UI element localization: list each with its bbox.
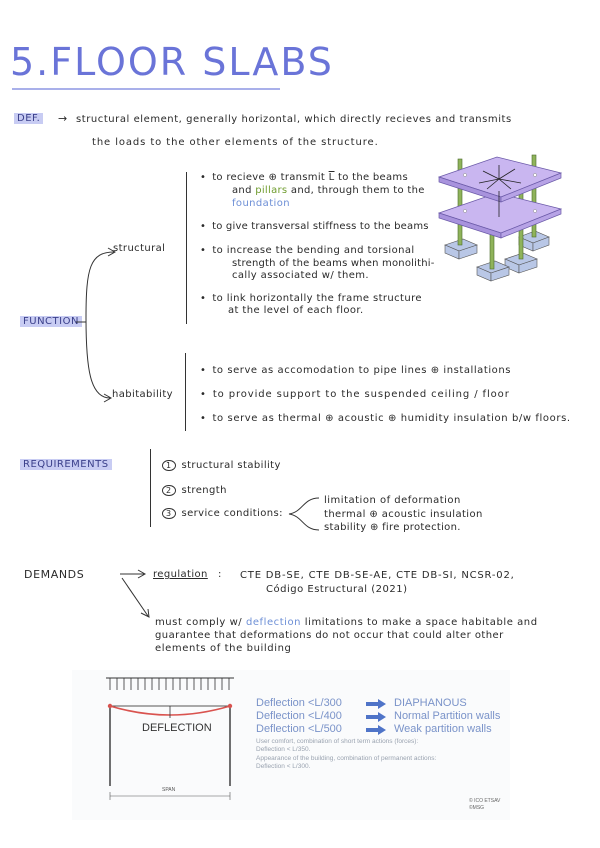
figure-credit-1: © ICO ETSAV xyxy=(469,798,501,804)
comply-line3: elements of the building xyxy=(155,643,292,654)
deflection-row-2-limit: Deflection <L/400 xyxy=(256,710,342,722)
definition-label: DEF. xyxy=(14,113,43,124)
requirement-1: 1 structural stability xyxy=(162,460,281,471)
structural-item-4-line1: • to link horizontally the frame structure xyxy=(200,293,422,304)
requirement-3: 3 service conditions: xyxy=(162,508,283,519)
structural-item-1-line3: foundation xyxy=(232,198,290,209)
deflection-diagram-label: DEFLECTION xyxy=(142,722,212,734)
slab-structure-illustration xyxy=(435,145,565,285)
comply-line1: must comply w/ deflection limitations to make a space habitable and xyxy=(155,617,538,628)
comply-line2: guarantee that deformations do not occur that could alter other xyxy=(155,630,504,641)
requirements-label: REQUIREMENTS xyxy=(20,459,112,470)
definition-arrow: → xyxy=(58,112,68,125)
structural-item-1-line1: • to recieve ⊕ transmit $\overline{L}$ to the beams xyxy=(200,172,408,183)
habitability-bracket xyxy=(185,353,186,431)
structural-label: structural xyxy=(113,243,166,254)
structural-item-2: • to give transversal stiffness to the beams xyxy=(200,221,429,232)
regulation-colon: : xyxy=(218,569,222,580)
deflection-row-3-limit: Deflection <L/500 xyxy=(256,723,342,735)
service-condition-1: limitation of deformation xyxy=(324,495,461,506)
page-title xyxy=(10,40,334,84)
definition-line2: the loads to the other elements of the structure. xyxy=(92,137,379,148)
service-condition-2: thermal ⊕ acoustic insulation xyxy=(324,509,483,520)
structural-item-1-line2: and pillars and, through them to the xyxy=(232,185,425,196)
habitability-item-3: • to serve as thermal ⊕ acoustic ⊕ humidity insulation b/w floors. xyxy=(200,413,571,424)
requirement-2: 2 strength xyxy=(162,485,227,496)
title-underline xyxy=(12,88,280,90)
definition-line1: structural element, generally horizontal, which directly recieves and transmits xyxy=(76,114,512,125)
service-conditions-brace xyxy=(285,494,325,534)
regulation-label: regulation xyxy=(153,569,208,580)
regulation-line2: Código Estructural (2021) xyxy=(266,584,408,595)
deflection-note-2: Deflection < L/350. xyxy=(256,746,311,753)
structural-bracket xyxy=(186,172,187,324)
structural-item-3-line3: cally associated w/ them. xyxy=(232,270,370,281)
habitability-label: habitability xyxy=(112,389,173,400)
deflection-row-3-result: Weak partition walls xyxy=(394,723,492,735)
deflection-row-2-result: Normal Partition walls xyxy=(394,710,501,722)
span-label: SPAN xyxy=(162,787,176,793)
service-condition-3: stability ⊕ fire protection. xyxy=(324,522,461,533)
deflection-row-1-limit: Deflection <L/300 xyxy=(256,697,342,709)
habitability-item-1: • to serve as accomodation to pipe lines ⊕ installations xyxy=(200,365,511,376)
regulation-line1: CTE DB-SE, CTE DB-SE-AE, CTE DB-SI, NCSR-02, xyxy=(240,570,515,581)
deflection-note-1: User comfort, combination of short term actions (forces): xyxy=(256,738,419,745)
deflection-row-1-result: DIAPHANOUS xyxy=(394,697,467,709)
demands-label: DEMANDS xyxy=(24,568,85,581)
deflection-note-4: Deflection < L/300. xyxy=(256,763,311,770)
function-label: FUNCTION xyxy=(20,316,82,327)
title-text: FLOOR SLABS xyxy=(50,40,334,84)
structural-item-3-line2: strength of the beams when monolithi- xyxy=(232,258,435,269)
structural-item-4-line2: at the level of each floor. xyxy=(228,305,364,316)
deflection-note-3: Appearance of the building, combination of permanent actions: xyxy=(256,755,437,762)
requirements-bracket xyxy=(150,449,151,527)
habitability-item-2: • to provide support to the suspended ceiling / floor xyxy=(200,389,510,400)
figure-credit-2: ©MSG xyxy=(469,805,485,811)
title-number: 5. xyxy=(10,40,51,84)
structural-item-3-line1: • to increase the bending and torsional xyxy=(200,245,415,256)
